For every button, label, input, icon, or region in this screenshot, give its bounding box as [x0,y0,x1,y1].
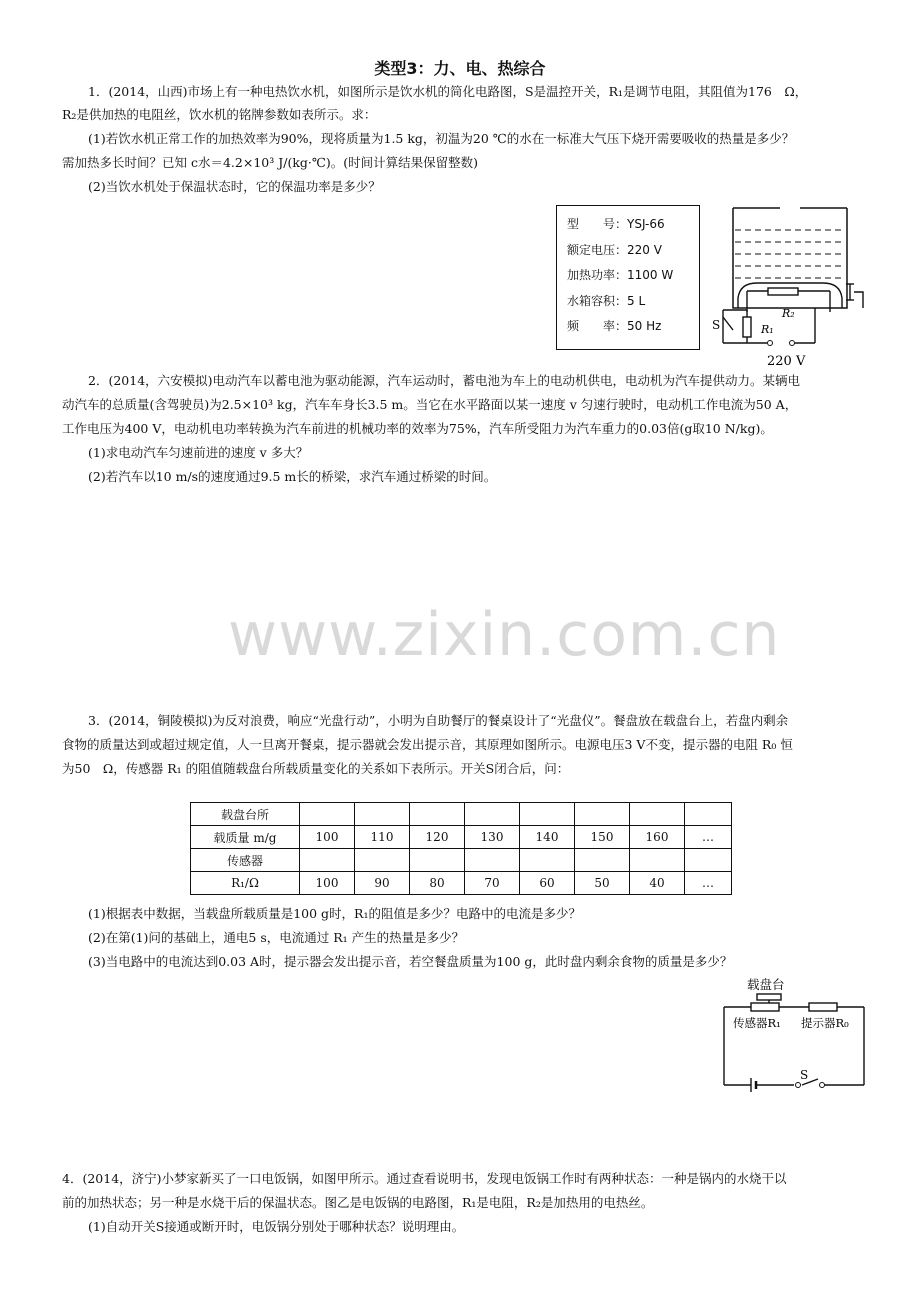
q2-line-2: 动汽车的总质量(含驾驶员)为2.5×10³ kg，汽车车身长3.5 m。当它在水平路面以某一速度 v 匀速行驶时，电动机工作电流为50 A， [62,397,798,412]
table-cell: 50 [575,872,630,895]
q4-line-2: 前的加热状态；另一种是水烧干后的保温状态。图乙是电饭锅的电路图，R₁是电阻，R₂是加热用的电热丝。 [62,1195,654,1210]
page-title: 类型3：力、电、热综合 [374,59,546,78]
q3-question-1: (1)根据表中数据，当载盘所载质量是100 g时，R₁的阻值是多少？电路中的电流是多少？ [88,906,581,921]
r2-label: R₂ [782,307,795,320]
table-row-sensor [191,872,732,895]
table-cell: 130 [465,826,520,849]
table-cell: 70 [465,872,520,895]
nameplate-frequency: 频 率：50 Hz [567,319,662,333]
table-cell: 60 [520,872,575,895]
switch-label: S [800,1068,809,1082]
q1-line-5: (2)当饮水机处于保温状态时，它的保温功率是多少？ [88,179,381,194]
table-header-sensor-1: 传感器 [191,849,300,872]
q3-line-2: 食物的质量达到或超过规定值，人一旦离开餐桌，提示器就会发出提示音，其原理如图所示。电源电压3 V不变，提示器的电阻 R₀ 恒 [62,737,793,752]
q1-line-4: 需加热多长时间？已知 c水＝4.2×10³ J/(kg·℃)。(时间计算结果保留整数) [62,155,478,170]
table-row-sensor-top [191,849,732,872]
q2-line-4: (1)求电动汽车匀速前进的速度 v 多大？ [88,445,309,460]
q2-line-3: 工作电压为400 V，电动机电功率转换为汽车前进的机械功率的效率为75%，汽车所受阻力为汽车重力的0.03倍(g取10 N/kg)。 [62,421,773,436]
table-cell: 40 [630,872,685,895]
table-cell: 90 [355,872,410,895]
nameplate-table [556,205,700,350]
q3-question-3: (3)当电路中的电流达到0.03 A时，提示器会发出提示音，若空餐盘质量为100 g，此时盘内剩余食物的质量是多少？ [88,954,733,969]
nameplate-voltage: 额定电压：220 V [567,242,662,257]
q3-question-2: (2)在第(1)问的基础上，通电5 s，电流通过 R₁ 产生的热量是多少？ [88,930,465,945]
table-cell: … [685,826,732,849]
nameplate-volume: 水箱容积：5 L [567,293,646,308]
nameplate-model: 型 号：YSJ-66 [567,217,665,231]
q1-line-1: 1．(2014，山西)市场上有一种电热饮水机，如图所示是饮水机的简化电路图，S是温控开关，R₁是调节电阻，其阻值为176 Ω， [88,84,808,99]
sensor-data-table [190,802,732,895]
q1-line-3: (1)若饮水机正常工作的加热效率为90%，现将质量为1.5 kg，初温为20 ℃的水在一标准大气压下烧开需要吸收的热量是多少？ [88,131,795,146]
alarm-label: 提示器R₀ [801,1016,849,1030]
table-row-mass [191,826,732,849]
sensor-label: 传感器R₁ [733,1016,781,1030]
table-cell: 150 [575,826,630,849]
nameplate-power: 加热功率：1100 W [567,268,674,282]
table-cell: … [685,872,732,895]
q3-line-1: 3．(2014，铜陵模拟)为反对浪费，响应“光盘行动”，小明为自助餐厅的餐桌设计了“光盘仪”。餐盘放在载盘台上，若盘内剩余 [88,713,789,728]
q2-line-5: (2)若汽车以10 m/s的速度通过9.5 m长的桥梁，求汽车通过桥梁的时间。 [88,469,497,484]
table-cell: 80 [410,872,465,895]
table-cell: 120 [410,826,465,849]
q2-line-1: 2．(2014，六安模拟)电动汽车以蓄电池为驱动能源，汽车运动时，蓄电池为车上的电动机供电，电动机为汽车提供动力。某辆电 [88,373,801,388]
table-header-mass-1: 载盘台所 [191,803,300,826]
q1-line-2: R₂是供加热的电阻丝，饮水机的铭牌参数如表所示。求： [62,107,377,122]
table-row-mass-top [191,803,732,826]
q3-line-3: 为50 Ω，传感器 R₁ 的阻值随载盘台所载质量变化的关系如下表所示。开关S闭合后，问： [62,761,570,776]
voltage-label: 220 V [767,354,806,369]
q4-line-1: 4．(2014，济宁)小梦家新买了一口电饭锅，如图甲所示。通过查看说明书，发现电饭锅工作时有两种状态：一种是锅内的水烧干以 [62,1171,787,1186]
table-cell: 140 [520,826,575,849]
r1-label: R₁ [761,323,774,336]
switch-s-label: S [712,318,721,332]
plate-circuit-diagram [718,972,873,1092]
water-dispenser-diagram [705,200,875,370]
plate-label: 载盘台 [747,977,785,992]
table-header-mass-2: 载质量 m/g [191,826,300,849]
q4-line-3: (1)自动开关S接通或断开时，电饭锅分别处于哪种状态？说明理由。 [88,1219,465,1234]
watermark: www.zixin.com.cn [228,600,781,670]
table-cell: 100 [300,872,355,895]
table-cell: 160 [630,826,685,849]
table-cell: 110 [355,826,410,849]
table-header-sensor-2: R₁/Ω [191,872,300,895]
table-cell: 100 [300,826,355,849]
